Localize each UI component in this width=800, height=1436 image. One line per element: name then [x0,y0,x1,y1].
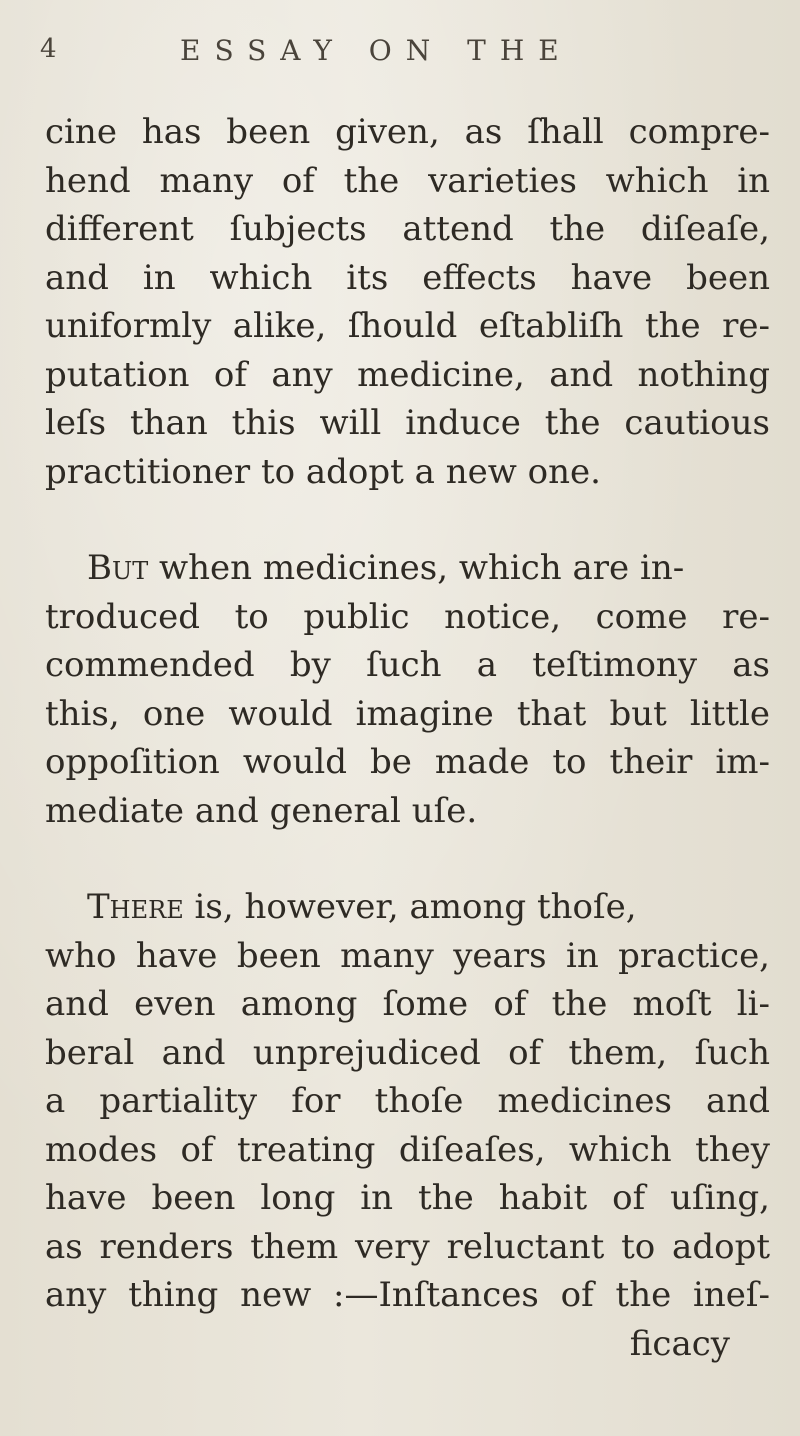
text-line: hend many of the varieties which in [45,160,770,201]
paragraph-2 [45,544,770,835]
text-line: have been long in the habit of uſing, [45,1178,770,1218]
text-line: this, one would imagine that but little [45,693,770,734]
text-line: who have been many years in practice, [45,935,770,976]
text-line: modes of treating diſeaſes, which they [45,1129,770,1170]
page-number: 4 [40,34,57,64]
text-line: leſs than this will induce the cautious [45,403,770,443]
text-line: uniformly alike, ſhould eſtabliſh the re- [45,306,770,346]
text-line: and even among ſome of the moſt li- [45,984,770,1024]
text-line: a partiality for thoſe medicines and [45,1081,770,1121]
running-head [40,30,695,70]
running-head-title: ESSAY ON THE [180,34,573,67]
text-line: different ſubjects attend the diſeaſe, [45,209,770,249]
paragraph-spacer [45,496,770,544]
paragraph-3 [45,883,770,1320]
text-line: putation of any medicine, and nothing [45,354,770,395]
catchword: ficacy [629,1323,730,1364]
text-line: commended by ſuch a teſtimony as [45,645,770,685]
text-line: oppoſition would be made to their im- [45,742,770,782]
text-line-first [45,883,770,932]
text-line-first [45,544,770,593]
text-line: and in which its effects have been [45,257,770,298]
text-line: beral and unprejudiced of them, ſuch [45,1032,770,1073]
text-line: any thing new :—Inſtances of the ineſ- [45,1275,770,1315]
paragraph-lead-word: There [87,887,184,927]
text-line: as renders them very reluctant to adopt [45,1226,770,1267]
body-text [45,108,770,1368]
text-line: practitioner to adopt a new one. [45,451,601,492]
paragraph-lead-word: But [87,548,149,588]
text-line-rest: when medicines, which are in- [148,548,685,588]
paragraph-1 [45,108,770,496]
text-line: mediate and general uſe. [45,790,478,831]
paragraph-spacer [45,835,770,883]
text-line: troduced to public notice, come re- [45,596,770,637]
text-line: cine has been given, as ſhall compre- [45,112,770,152]
text-line-rest: is, however, among thoſe, [183,887,637,927]
